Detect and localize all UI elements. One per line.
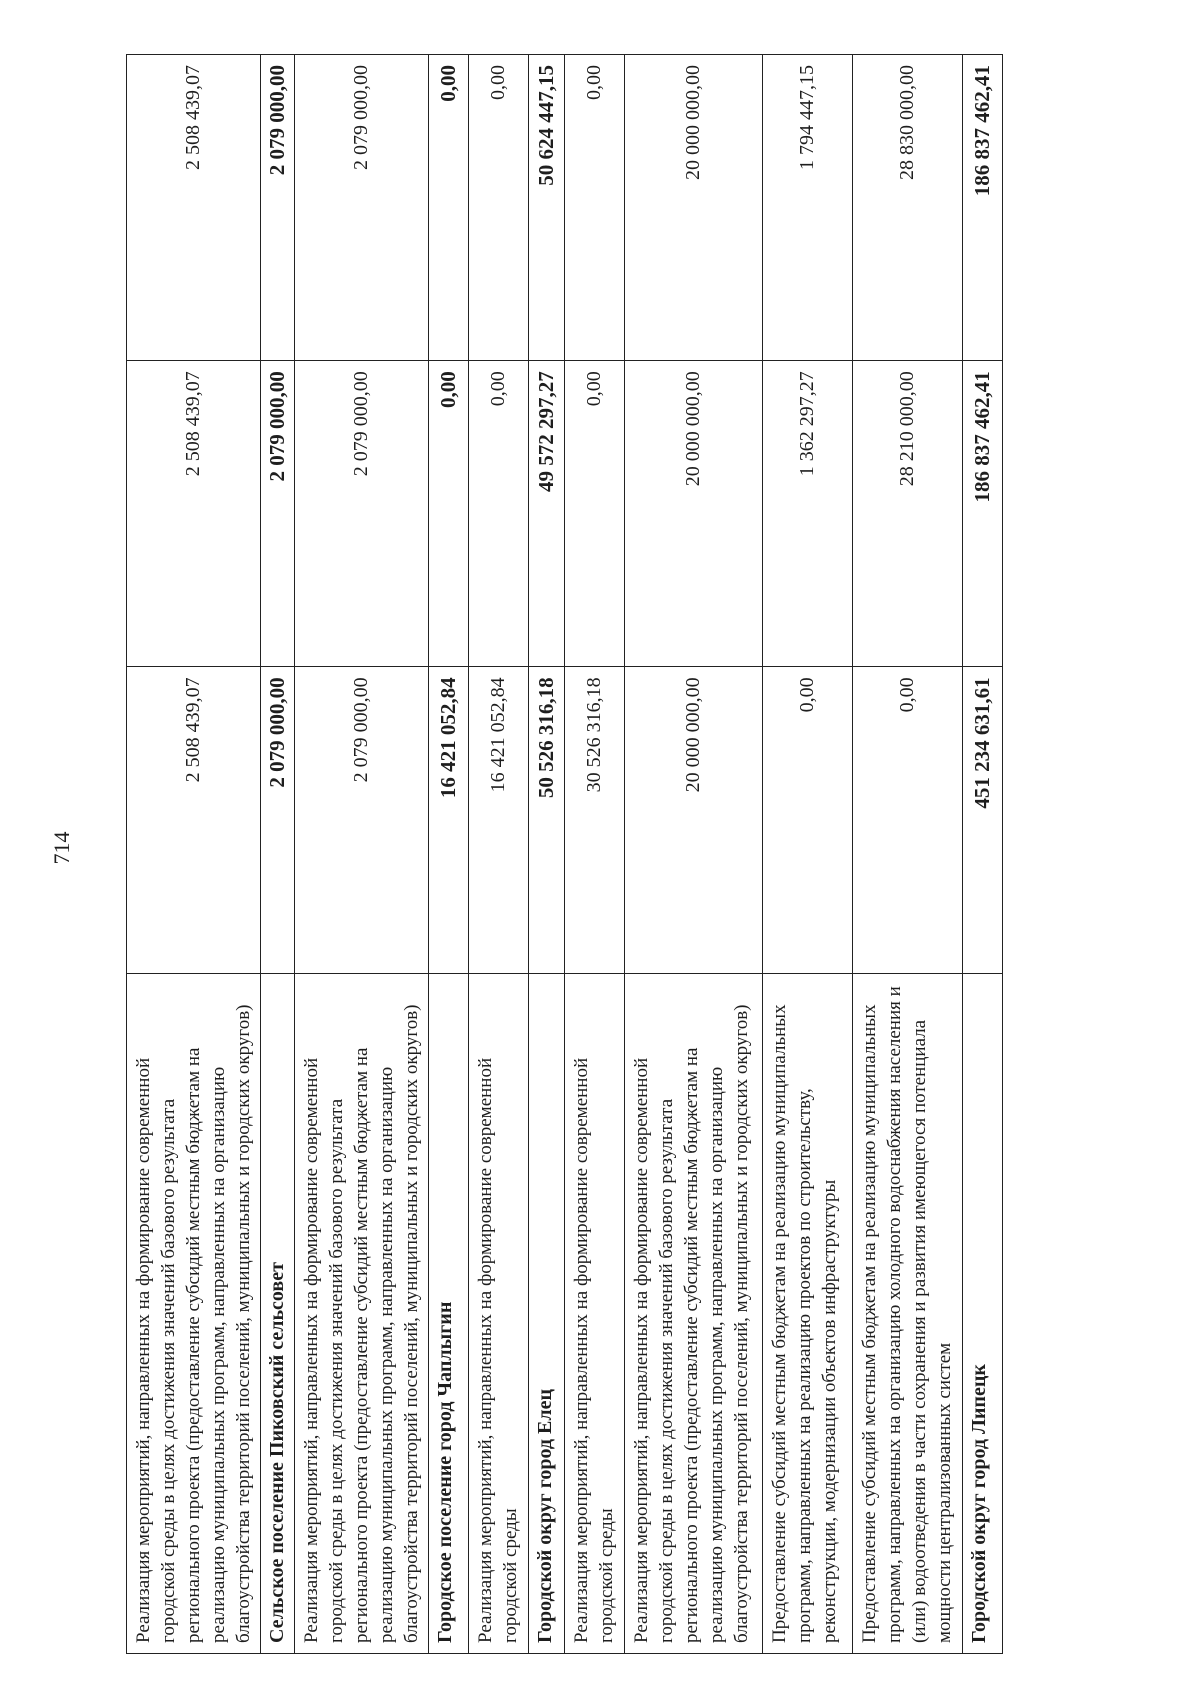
value-cell: 0,00 (565, 361, 625, 667)
row-description: Городской округ город Липецк (963, 973, 1003, 1653)
table-row (295, 55, 429, 1654)
value-cell: 50 526 316,18 (529, 667, 565, 973)
value-cell: 1 362 297,27 (763, 361, 853, 667)
value-cell: 2 508 439,07 (127, 55, 261, 361)
value-cell: 2 508 439,07 (127, 361, 261, 667)
budget-table (126, 54, 1003, 1654)
row-description: Городское поселение город Чаплыгин (429, 973, 469, 1653)
row-description: Сельское поселение Пиковский сельсовет (261, 973, 295, 1653)
value-cell: 2 079 000,00 (261, 667, 295, 973)
value-cell: 16 421 052,84 (429, 667, 469, 973)
row-description: Городской округ город Елец (529, 973, 565, 1653)
row-description: Реализация мероприятий, направленных на формирование современной городской среды (565, 973, 625, 1653)
value-cell: 20 000 000,00 (625, 55, 763, 361)
value-cell: 2 079 000,00 (295, 361, 429, 667)
value-cell: 0,00 (469, 361, 529, 667)
value-cell: 0,00 (853, 667, 963, 973)
value-cell: 2 079 000,00 (295, 55, 429, 361)
budget-table-rotated (126, 54, 1102, 1654)
table-row-total (261, 55, 295, 1654)
row-description: Предоставление субсидий местным бюджетам на реализацию муниципальных программ, направленных на организацию холодного водоснабжения населения и (или) водоотведения в части сохранения и развития имеющегося потенциала мощности централизованных систем (853, 973, 963, 1653)
value-cell: 2 079 000,00 (261, 55, 295, 361)
table-row (763, 55, 853, 1654)
table-row (625, 55, 763, 1654)
value-cell: 16 421 052,84 (469, 667, 529, 973)
value-cell: 0,00 (429, 55, 469, 361)
value-cell: 186 837 462,41 (963, 55, 1003, 361)
value-cell: 0,00 (763, 667, 853, 973)
row-description: Реализация мероприятий, направленных на формирование современной городской среды (469, 973, 529, 1653)
value-cell: 1 794 447,15 (763, 55, 853, 361)
value-cell: 186 837 462,41 (963, 361, 1003, 667)
value-cell: 2 508 439,07 (127, 667, 261, 973)
value-cell: 0,00 (565, 55, 625, 361)
value-cell: 49 572 297,27 (529, 361, 565, 667)
value-cell: 2 079 000,00 (295, 667, 429, 973)
value-cell: 0,00 (429, 361, 469, 667)
table-row (127, 55, 261, 1654)
value-cell: 0,00 (469, 55, 529, 361)
row-description: Реализация мероприятий, направленных на формирование современной городской среды в целях достижения значений базового результата регионального проекта (предоставление субсидий местным бюджетам на реализацию муниципальных программ, направленных на организацию благоустройства территорий поселений, муниципальных и городских округов) (295, 973, 429, 1653)
table-row-total (429, 55, 469, 1654)
table-row (853, 55, 963, 1654)
value-cell: 28 830 000,00 (853, 55, 963, 361)
row-description: Реализация мероприятий, направленных на формирование современной городской среды в целях достижения значений базового результата регионального проекта (предоставление субсидий местным бюджетам на реализацию муниципальных программ, направленных на организацию благоустройства территорий поселений, муниципальных и городских округов) (127, 973, 261, 1653)
row-description: Реализация мероприятий, направленных на формирование современной городской среды в целях достижения значений базового результата регионального проекта (предоставление субсидий местным бюджетам на реализацию муниципальных программ, направленных на организацию благоустройства территорий поселений, муниципальных и городских округов) (625, 973, 763, 1653)
value-cell: 20 000 000,00 (625, 361, 763, 667)
value-cell: 2 079 000,00 (261, 361, 295, 667)
value-cell: 28 210 000,00 (853, 361, 963, 667)
table-row-total (529, 55, 565, 1654)
value-cell: 30 526 316,18 (565, 667, 625, 973)
value-cell: 50 624 447,15 (529, 55, 565, 361)
table-row (565, 55, 625, 1654)
row-description: Предоставление субсидий местным бюджетам на реализацию муниципальных программ, направленных на реализацию проектов по строительству, реконструкции, модернизации объектов инфраструктуры (763, 973, 853, 1653)
table-row (469, 55, 529, 1654)
page-number: 714 (49, 831, 74, 865)
value-cell: 451 234 631,61 (963, 667, 1003, 973)
table-row-total (963, 55, 1003, 1654)
value-cell: 20 000 000,00 (625, 667, 763, 973)
